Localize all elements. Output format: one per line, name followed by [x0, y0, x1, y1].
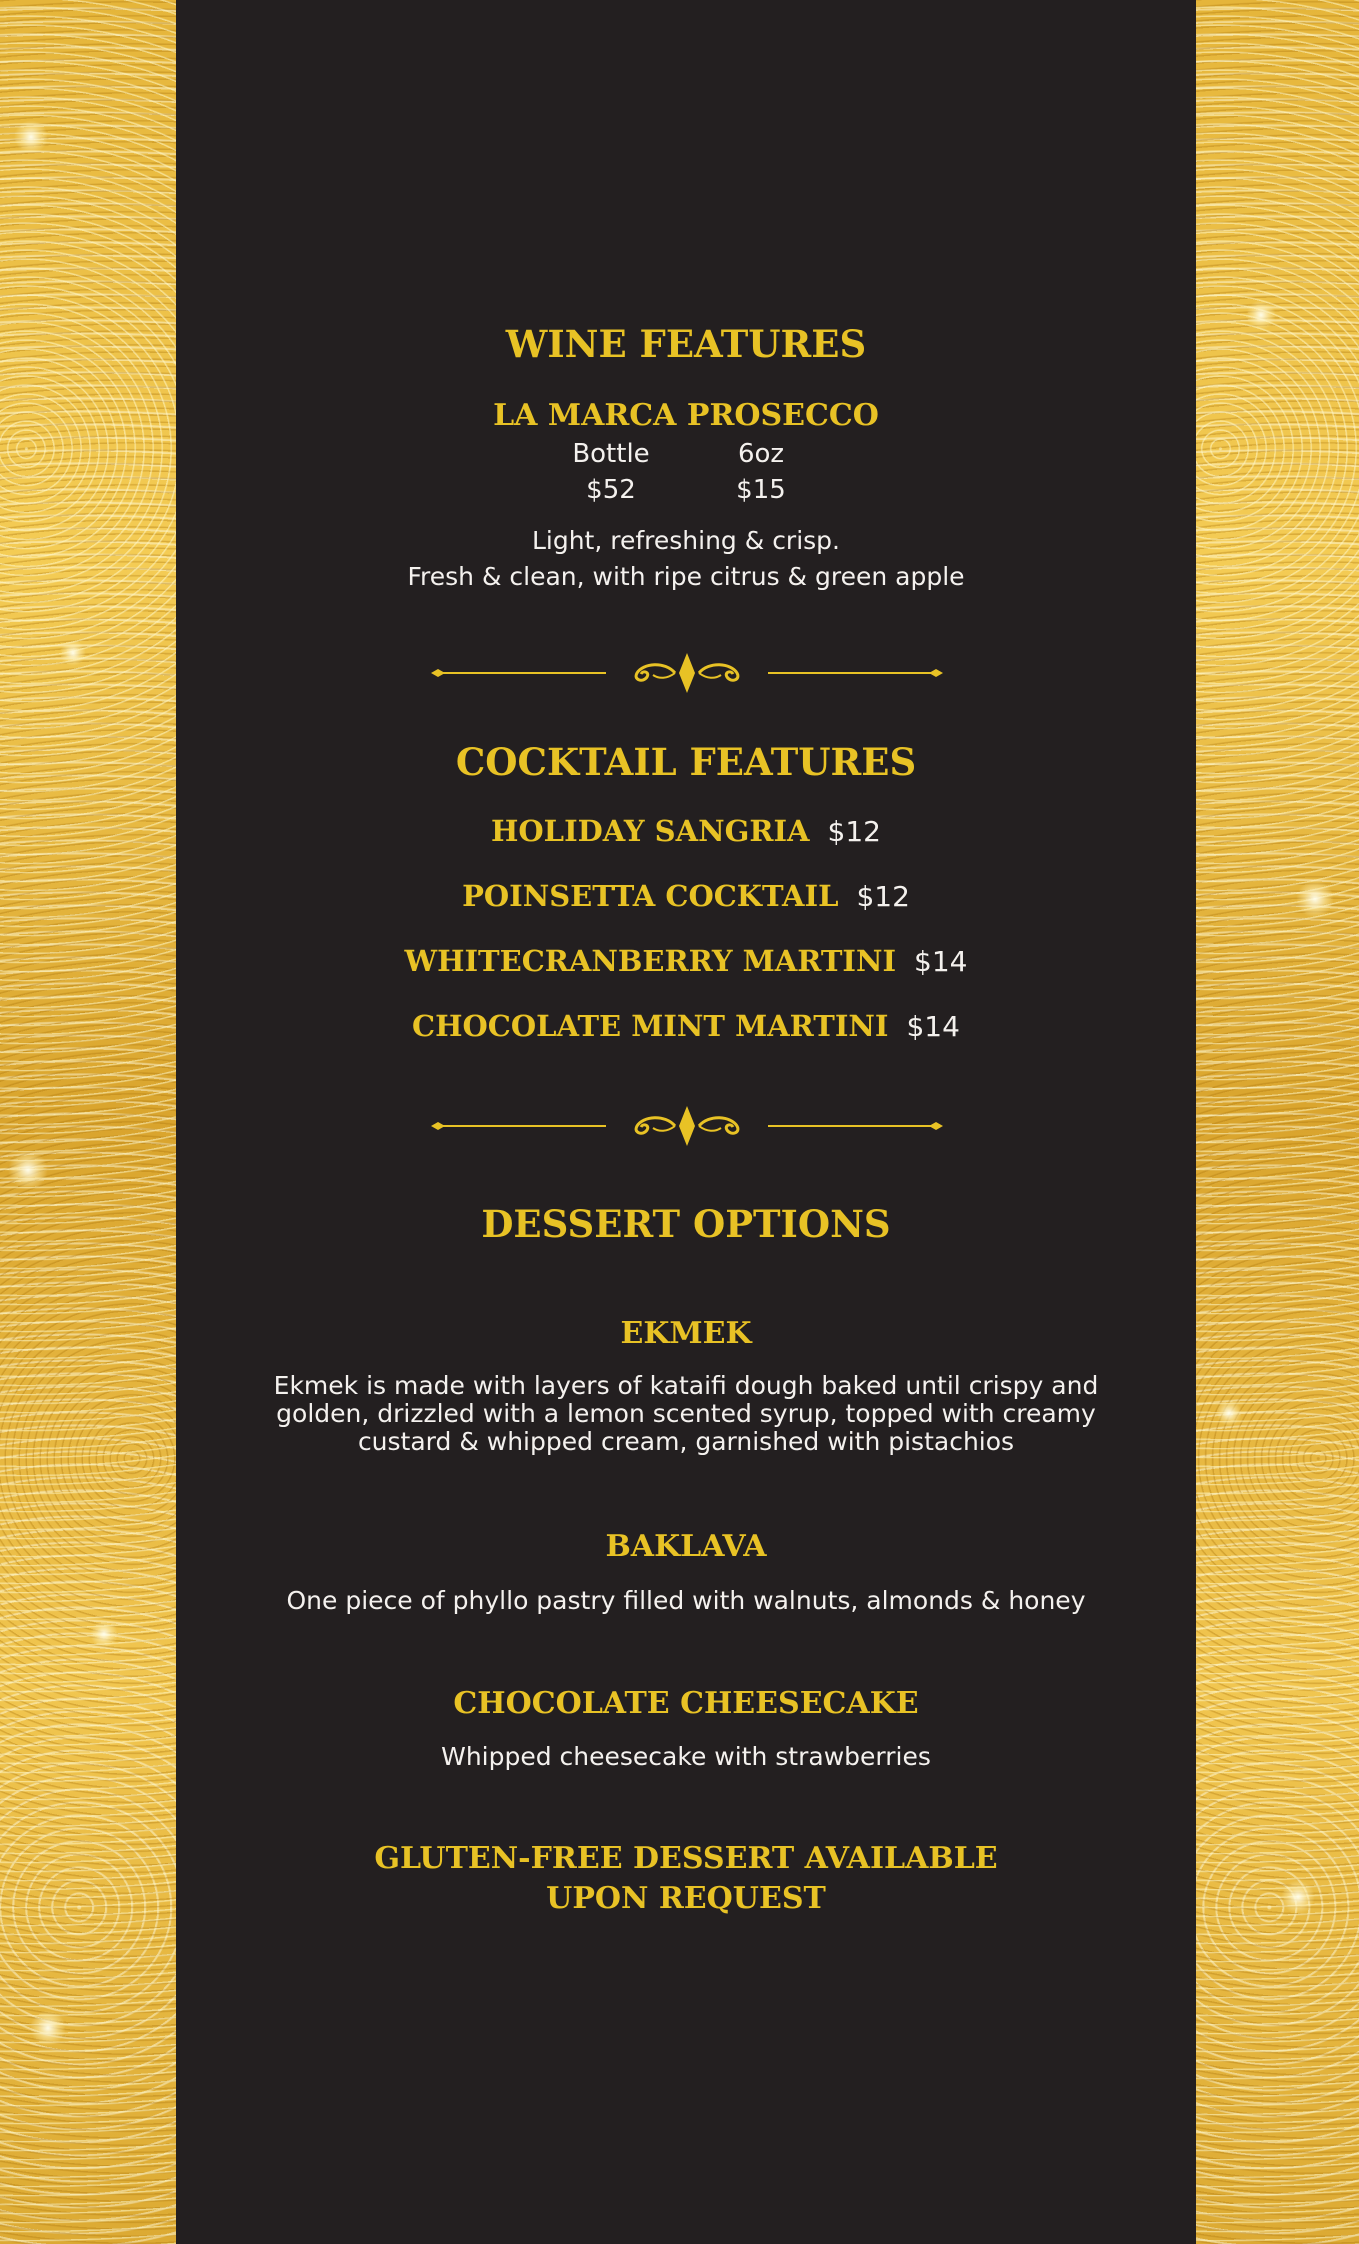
wine-price-column-bottle — [536, 436, 686, 508]
cocktail-price: $12 — [856, 880, 910, 913]
dessert-note-line: UPON REQUEST — [546, 1881, 826, 1916]
wine-size-label: Bottle — [572, 439, 650, 469]
dessert-description-line: One piece of phyllo pastry filled with walnuts, almonds & honey — [286, 1586, 1086, 1615]
cocktail-name: POINSETTA COCKTAIL — [462, 879, 839, 913]
wine-section-title: WINE FEATURES — [505, 322, 867, 366]
wine-price-table — [176, 436, 1196, 508]
cocktail-item — [176, 814, 1196, 848]
cocktail-price: $14 — [914, 945, 968, 978]
sparkle-decoration — [1281, 1880, 1315, 1914]
dessert-section-title: DESSERT OPTIONS — [481, 1202, 891, 1246]
menu-panel — [176, 0, 1196, 2244]
dessert-description-line: Whipped cheesecake with strawberries — [441, 1742, 931, 1771]
cocktail-item — [176, 1009, 1196, 1043]
wine-price-column-glass — [686, 436, 836, 508]
ornamental-divider — [431, 1104, 943, 1148]
cocktail-price: $14 — [906, 1010, 960, 1043]
cocktail-name: CHOCOLATE MINT MARTINI — [412, 1009, 889, 1043]
wine-price-value: $15 — [736, 475, 786, 505]
dessert-description-line: Ekmek is made with layers of kataifi dough baked until crispy and — [273, 1371, 1099, 1400]
dessert-description-line: custard & whipped cream, garnished with pistachios — [357, 1427, 1015, 1456]
sparkle-decoration — [60, 640, 86, 666]
cocktail-item — [176, 944, 1196, 978]
dessert-name: CHOCOLATE CHEESECAKE — [453, 1686, 919, 1721]
wine-description-line: Light, refreshing & crisp. — [531, 526, 841, 555]
sparkle-decoration — [14, 120, 48, 154]
wine-size-label: 6oz — [737, 439, 785, 469]
cocktail-item — [176, 879, 1196, 913]
sparkle-decoration — [1216, 1400, 1242, 1426]
sparkle-decoration — [90, 1620, 118, 1648]
wine-description-line: Fresh & clean, with ripe citrus & green apple — [407, 562, 965, 591]
dessert-description-line: golden, drizzled with a lemon scented syrup, topped with creamy — [276, 1399, 1096, 1428]
cocktail-name: HOLIDAY SANGRIA — [491, 814, 810, 848]
glitter-texture — [0, 0, 176, 2244]
ornamental-divider — [431, 651, 943, 695]
sparkle-decoration — [30, 2010, 66, 2046]
cocktail-name: WHITECRANBERRY MARTINI — [404, 944, 897, 978]
cocktail-section-title: COCKTAIL FEATURES — [455, 740, 917, 784]
wine-item-name: LA MARCA PROSECCO — [493, 398, 879, 433]
gold-glitter-border-right — [1196, 0, 1359, 2244]
sparkle-decoration — [1296, 880, 1334, 918]
dessert-name: EKMEK — [620, 1316, 752, 1351]
sparkle-decoration — [8, 1150, 48, 1190]
dessert-name: BAKLAVA — [605, 1529, 767, 1564]
gold-glitter-border-left — [0, 0, 176, 2244]
sparkle-decoration — [1246, 300, 1276, 330]
glitter-texture — [1196, 0, 1359, 2244]
cocktail-price: $12 — [827, 815, 881, 848]
dessert-note-line: GLUTEN-FREE DESSERT AVAILABLE — [374, 1841, 998, 1876]
wine-price-value: $52 — [586, 475, 636, 505]
